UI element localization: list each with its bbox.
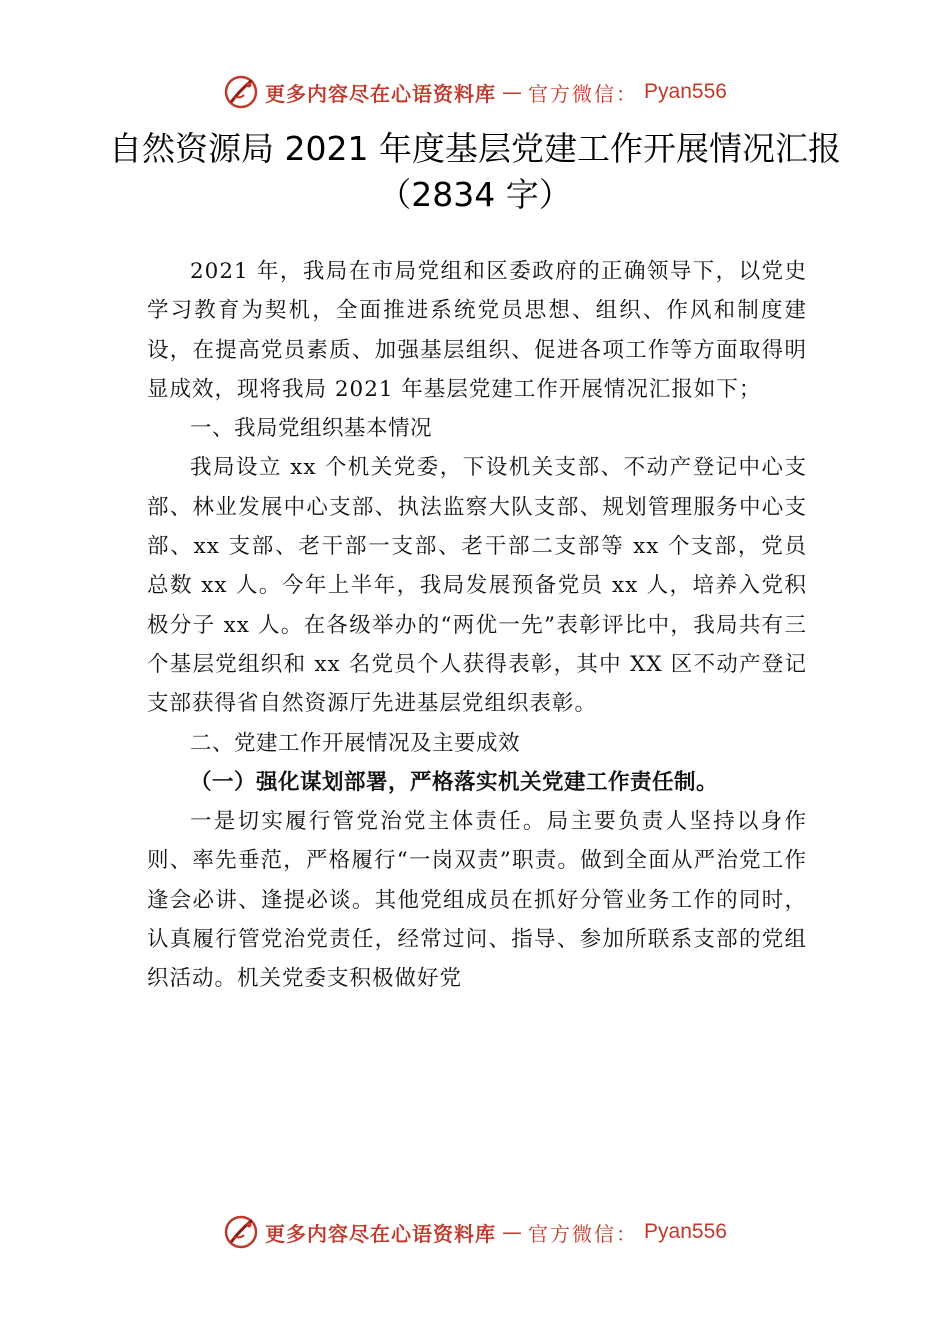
paragraph-responsibility: 一是切实履行管党治党主体责任。局主要负责人坚持以身作则、率先垂范，严格履行“一岗双责”职责。做到全面从严治党工作逢会必讲、逢提必谈。其他党组成员在抓好分管业务工作的同时，认真履行管党治党责任，经常过问、指导、参加所联系支部的党组织活动。机关党委支积极做好党: [147, 809, 807, 992]
document-body: [147, 252, 807, 999]
section-heading-1: 一、我局党组织基本情况: [190, 416, 433, 442]
document-title: 自然资源局 2021 年度基层党建工作开展情况汇报（2834 字）: [109, 129, 841, 214]
banner-wechat-label: 官方微信：: [528, 81, 639, 106]
watermark-banner-top: [0, 72, 950, 112]
paragraph-intro: 2021 年，我局在市局党组和区委政府的正确领导下，以党史学习教育为契机，全面推进系统党员思想、组织、作风和制度建设，在提高党员素质、加强基层组织、促进各项工作等方面取得明显成效，现将我局 2021 年基层党建工作开展情况汇报如下；: [147, 259, 807, 402]
banner-separator: —: [502, 80, 523, 104]
banner-text: 更多内容尽在心语资料库: [265, 1221, 497, 1246]
banner-wechat-id: Pyan556: [644, 1220, 727, 1243]
watermark-banner-bottom: [0, 1212, 950, 1252]
banner-text: 更多内容尽在心语资料库: [265, 81, 497, 106]
banner-separator: —: [502, 1220, 523, 1244]
banner-wechat-label: 官方微信：: [528, 1221, 639, 1246]
brush-logo-icon: [223, 74, 259, 110]
subsection-heading-1: （一）强化谋划部署，严格落实机关党建工作责任制。: [190, 769, 719, 795]
banner-wechat-id: Pyan556: [644, 80, 727, 103]
brush-logo-icon: [223, 1214, 259, 1250]
paragraph-org-info: 我局设立 xx 个机关党委，下设机关支部、不动产登记中心支部、林业发展中心支部、执法监察大队支部、规划管理服务中心支部、xx 支部、老干部一支部、老干部二支部等 xx 个支部，党员总数 xx 人。今年上半年，我局发展预备党员 xx 人，培养入党积极分子 xx 人。在各级举办的“两优一先”表彰评比中，我局共有三个基层党组织和 xx 名党员个人获得表彰，其中 XX 区不动产登记支部获得省自然资源厅先进基层党组织表彰。: [147, 455, 807, 717]
section-heading-2: 二、党建工作开展情况及主要成效: [190, 730, 521, 756]
